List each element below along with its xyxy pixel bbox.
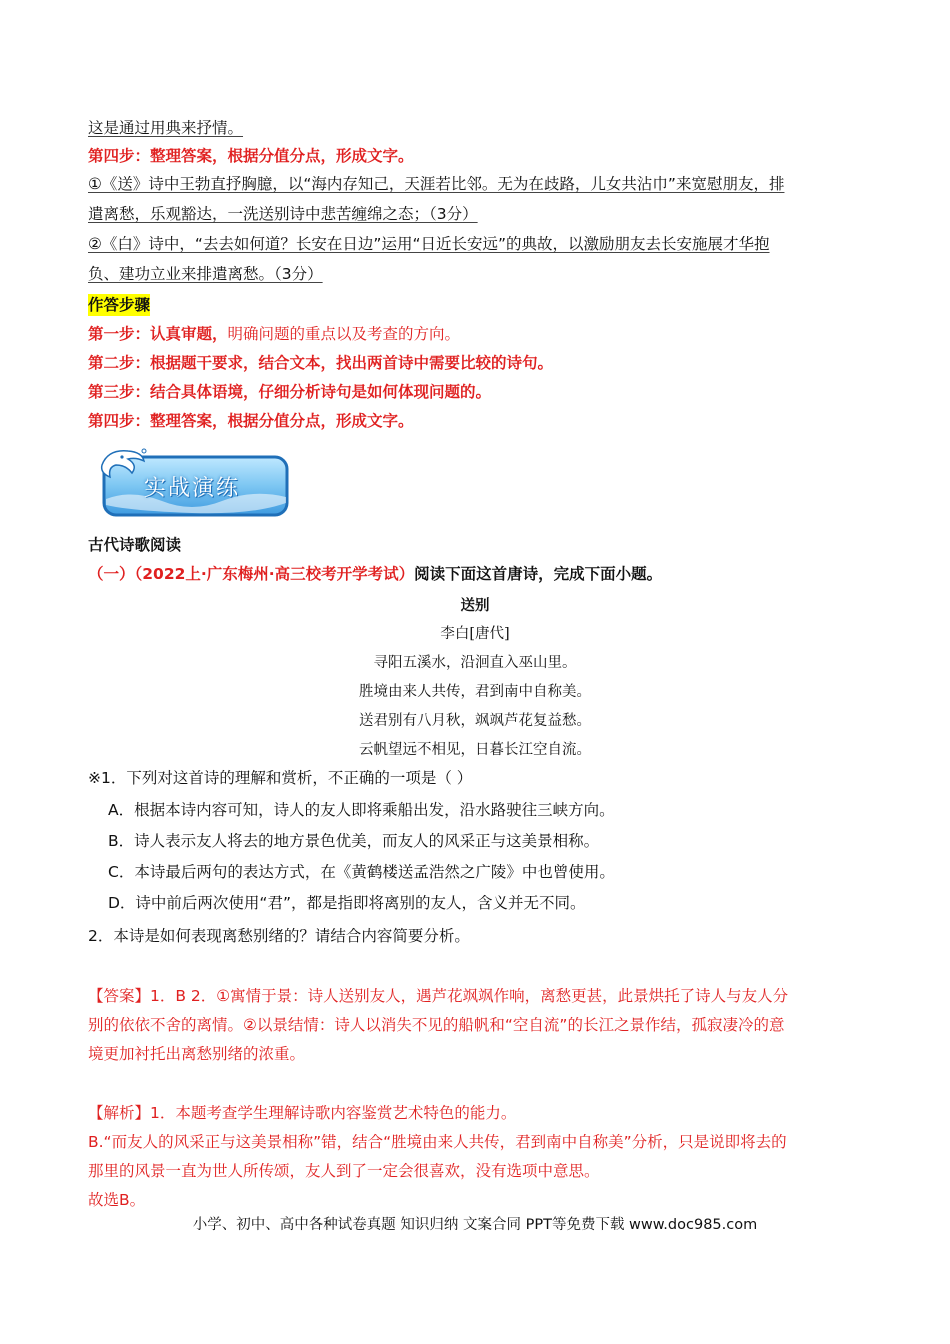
answer-point-2-line-1: ②《白》诗中，“去去如何道？长安在日边”运用“日近长安远”的典故，以激励朋友去长安施展才华抱: [88, 235, 770, 253]
source-label: （一）（2022上·广东梅州·高三校考开学考试）: [88, 565, 415, 583]
question-1: ※1．下列对这首诗的理解和赏析，不正确的一项是（ ）: [88, 769, 473, 787]
practice-banner: [92, 443, 292, 519]
step4-heading: 第四步：整理答案，根据分值分点，形成文字。: [88, 147, 414, 165]
answer-line-1: 【答案】1．B 2．①寓情于景：诗人送别友人，遇芦花飒飒作响，离愁更甚，此景烘托了诗人与友人分: [88, 987, 789, 1005]
page-footer: 小学、初中、高中各种试卷真题 知识归纳 文案合同 PPT等免费下载 www.doc985.com: [192, 1217, 758, 1233]
option-a: A．根据本诗内容可知，诗人的友人即将乘船出发，沿水路驶往三峡方向。: [108, 801, 615, 819]
step-2: 第二步：根据题干要求，结合文本，找出两首诗中需要比较的诗句。: [88, 354, 554, 372]
steps-title: 作答步骤: [88, 296, 151, 314]
step-3: 第三步：结合具体语境，仔细分析诗句是如何体现问题的。: [88, 383, 492, 401]
poem-title: 送别: [460, 597, 490, 614]
banner-label: 实战演练: [144, 476, 241, 501]
poem-line: 寻阳五溪水，沿洄直入巫山里。: [373, 655, 577, 671]
poem-line: 胜境由来人共传，君到南中自称美。: [359, 684, 591, 700]
answer-point-1-line-1: ①《送》诗中王勃直抒胸臆，以“海内存知己，天涯若比邻。无为在歧路，儿女共沾巾”来宽慰朋友，排: [88, 175, 785, 193]
poem-line: 云帆望远不相见，日暮长江空自流。: [359, 742, 591, 758]
source-instruction: 阅读下面这首唐诗，完成下面小题。: [414, 565, 663, 583]
analysis-line-3: 那里的风景一直为世人所传颂，友人到了一定会很喜欢，没有选项中意思。: [88, 1162, 600, 1180]
step-1: [88, 323, 460, 345]
analysis-line-1: 【解析】1．本题考查学生理解诗歌内容鉴赏艺术特色的能力。: [88, 1104, 517, 1122]
answer-point-2-line-2: 负、建功立业来排遣离愁。（3分）: [88, 265, 323, 283]
poem-author: 李白[唐代]: [440, 626, 510, 642]
step-1-text: 明确问题的重点以及考查的方向。: [227, 325, 461, 343]
answer-point-1-line-2: 遣离愁，乐观豁达，一洗送别诗中悲苦缠绵之态；（3分）: [88, 205, 478, 223]
option-c: C．本诗最后两句的表达方式，在《黄鹤楼送孟浩然之广陵》中也曾使用。: [108, 863, 615, 881]
step-1-heading: 第一步：认真审题，: [88, 325, 228, 343]
option-b: B．诗人表示友人将去的地方景色优美，而友人的风采正与这美景相称。: [108, 832, 600, 850]
option-d: D．诗中前后两次使用“君”，都是指即将离别的友人，含义并无不同。: [108, 894, 586, 912]
section-title: 古代诗歌阅读: [88, 536, 182, 554]
answer-text-line: 这是通过用典来抒情。: [88, 119, 244, 137]
question-source: [88, 563, 662, 585]
answer-line-2: 别的依依不舍的离情。②以景结情：诗人以消失不见的船帆和“空自流”的长江之景作结，孤寂凄冷的意: [88, 1016, 785, 1034]
step-4: 第四步：整理答案，根据分值分点，形成文字。: [88, 412, 414, 430]
poem-line: 送君别有八月秋，飒飒芦花复益愁。: [359, 713, 591, 729]
analysis-line-2: B.“而友人的风采正与这美景相称”错，结合“胜境由来人共传，君到南中自称美”分析，只是说即将去的: [88, 1133, 787, 1151]
answer-line-3: 境更加衬托出离愁别绪的浓重。: [88, 1045, 306, 1063]
analysis-line-4: 故选B。: [88, 1191, 146, 1209]
question-2: 2．本诗是如何表现离愁别绪的？请结合内容简要分析。: [88, 927, 470, 945]
